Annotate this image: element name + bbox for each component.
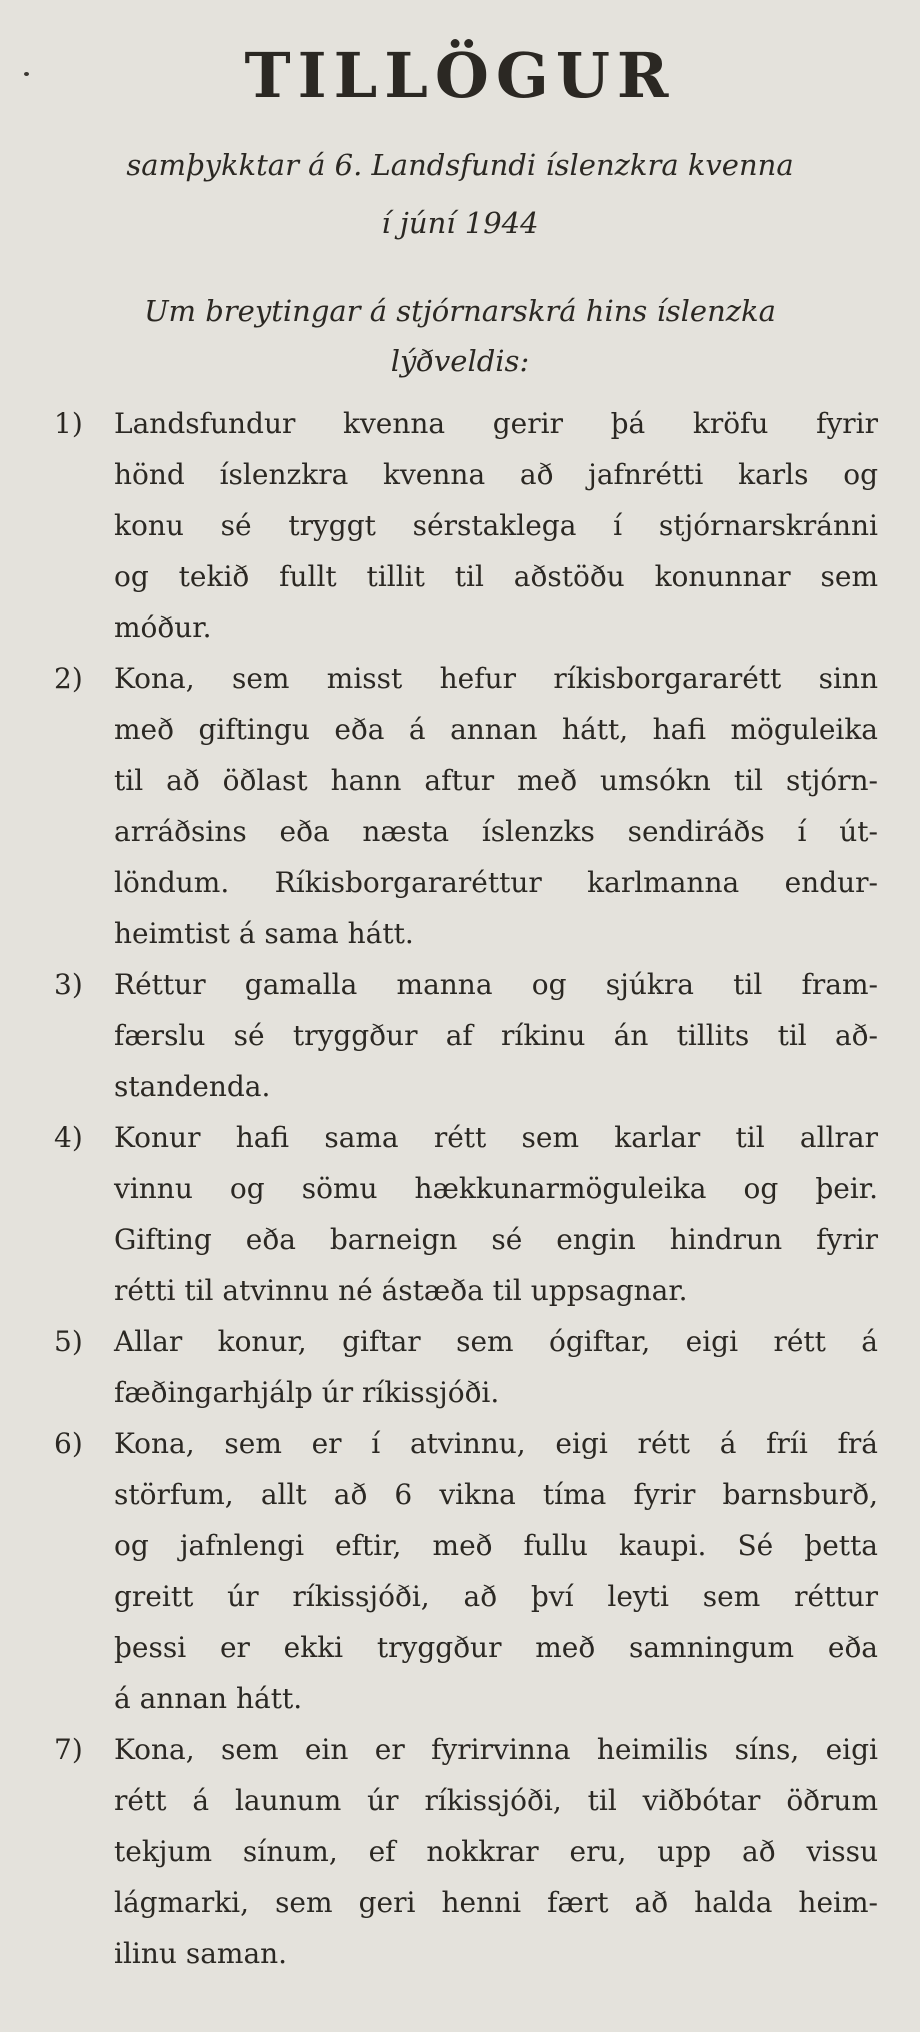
item-text xyxy=(114,1724,878,1979)
item-text-line: rétt á launum úr ríkissjóði, til viðbótar öðrum xyxy=(114,1784,878,1817)
proposal-item xyxy=(0,1724,920,1979)
document-title: TILLÖGUR xyxy=(244,39,676,112)
item-text xyxy=(114,1418,878,1724)
item-text-line: störfum, allt að 6 vikna tíma fyrir barnsburð, xyxy=(114,1478,878,1511)
item-text-line: Konur hafi sama rétt sem karlar til allrar xyxy=(114,1121,878,1154)
item-text-line: þessi er ekki tryggður með samningum eða xyxy=(114,1631,878,1664)
document-subtitle xyxy=(60,136,860,252)
item-text-line: Kona, sem ein er fyrirvinna heimilis síns, eigi xyxy=(114,1733,878,1766)
item-text-line: og tekið fullt tillit til aðstöðu konunnar sem xyxy=(114,560,878,593)
item-text-line: ilinu saman. xyxy=(114,1937,288,1970)
item-text-line: Kona, sem er í atvinnu, eigi rétt á fríi frá xyxy=(114,1427,878,1460)
item-text-line: standenda. xyxy=(114,1070,271,1103)
proposal-item xyxy=(0,653,920,959)
subtitle-line: í júní 1944 xyxy=(381,206,539,240)
item-text-line: með giftingu eða á annan hátt, hafi möguleika xyxy=(114,713,878,746)
item-text-line: til að öðlast hann aftur með umsókn til stjórn- xyxy=(114,764,878,797)
item-number: 3) xyxy=(54,968,83,1001)
item-text-line: vinnu og sömu hækkunarmöguleika og þeir. xyxy=(114,1172,878,1205)
proposal-item xyxy=(0,1418,920,1724)
item-text xyxy=(114,398,878,653)
item-text-line: arráðsins eða næsta íslenzks sendiráðs í út- xyxy=(114,815,878,848)
item-text-line: hönd íslenzkra kvenna að jafnrétti karls og xyxy=(114,458,878,491)
item-text-line: Réttur gamalla manna og sjúkra til fram- xyxy=(114,968,878,1001)
item-text-line: á annan hátt. xyxy=(114,1682,303,1715)
item-number: 7) xyxy=(54,1733,83,1766)
item-text-line: fæðingarhjálp úr ríkissjóði. xyxy=(114,1376,500,1409)
item-text-line: lágmarki, sem geri henni fært að halda heim- xyxy=(114,1886,878,1919)
item-text-line: Gifting eða barneign sé engin hindrun fyrir xyxy=(114,1223,878,1256)
item-number: 1) xyxy=(54,407,83,440)
proposal-list xyxy=(0,398,920,1979)
item-number: 6) xyxy=(54,1427,83,1460)
item-text-line: löndum. Ríkisborgararéttur karlmanna endur- xyxy=(114,866,878,899)
item-text-line: Allar konur, giftar sem ógiftar, eigi rétt á xyxy=(114,1325,878,1358)
item-text-line: tekjum sínum, ef nokkrar eru, upp að vissu xyxy=(114,1835,878,1868)
section-heading xyxy=(60,286,860,386)
item-text-line: heimtist á sama hátt. xyxy=(114,917,414,950)
proposal-item xyxy=(0,1316,920,1418)
item-number: 5) xyxy=(54,1325,83,1358)
item-number: 2) xyxy=(54,662,83,695)
item-text xyxy=(114,1316,878,1418)
item-text xyxy=(114,653,878,959)
item-text-line: færslu sé tryggður af ríkinu án tillits til að- xyxy=(114,1019,878,1052)
item-text xyxy=(114,959,878,1112)
item-text-line: konu sé tryggt sérstaklega í stjórnarskránni xyxy=(114,509,878,542)
item-text-line: móður. xyxy=(114,611,212,644)
item-text-line: greitt úr ríkissjóði, að því leyti sem réttur xyxy=(114,1580,878,1613)
item-text-line: og jafnlengi eftir, með fullu kaupi. Sé þetta xyxy=(114,1529,878,1562)
proposal-item xyxy=(0,398,920,653)
proposal-item xyxy=(0,959,920,1112)
item-text-line: Kona, sem misst hefur ríkisborgararétt sinn xyxy=(114,662,878,695)
section-heading-line: lýðveldis: xyxy=(390,344,530,378)
item-text xyxy=(114,1112,878,1316)
item-text-line: rétti til atvinnu né ástæða til uppsagnar. xyxy=(114,1274,688,1307)
section-heading-line: Um breytingar á stjórnarskrá hins íslenzka xyxy=(144,294,776,328)
proposal-item xyxy=(0,1112,920,1316)
item-number: 4) xyxy=(54,1121,83,1154)
item-text-line: Landsfundur kvenna gerir þá kröfu fyrir xyxy=(114,407,878,440)
subtitle-line: samþykktar á 6. Landsfundi íslenzkra kvenna xyxy=(126,148,794,182)
